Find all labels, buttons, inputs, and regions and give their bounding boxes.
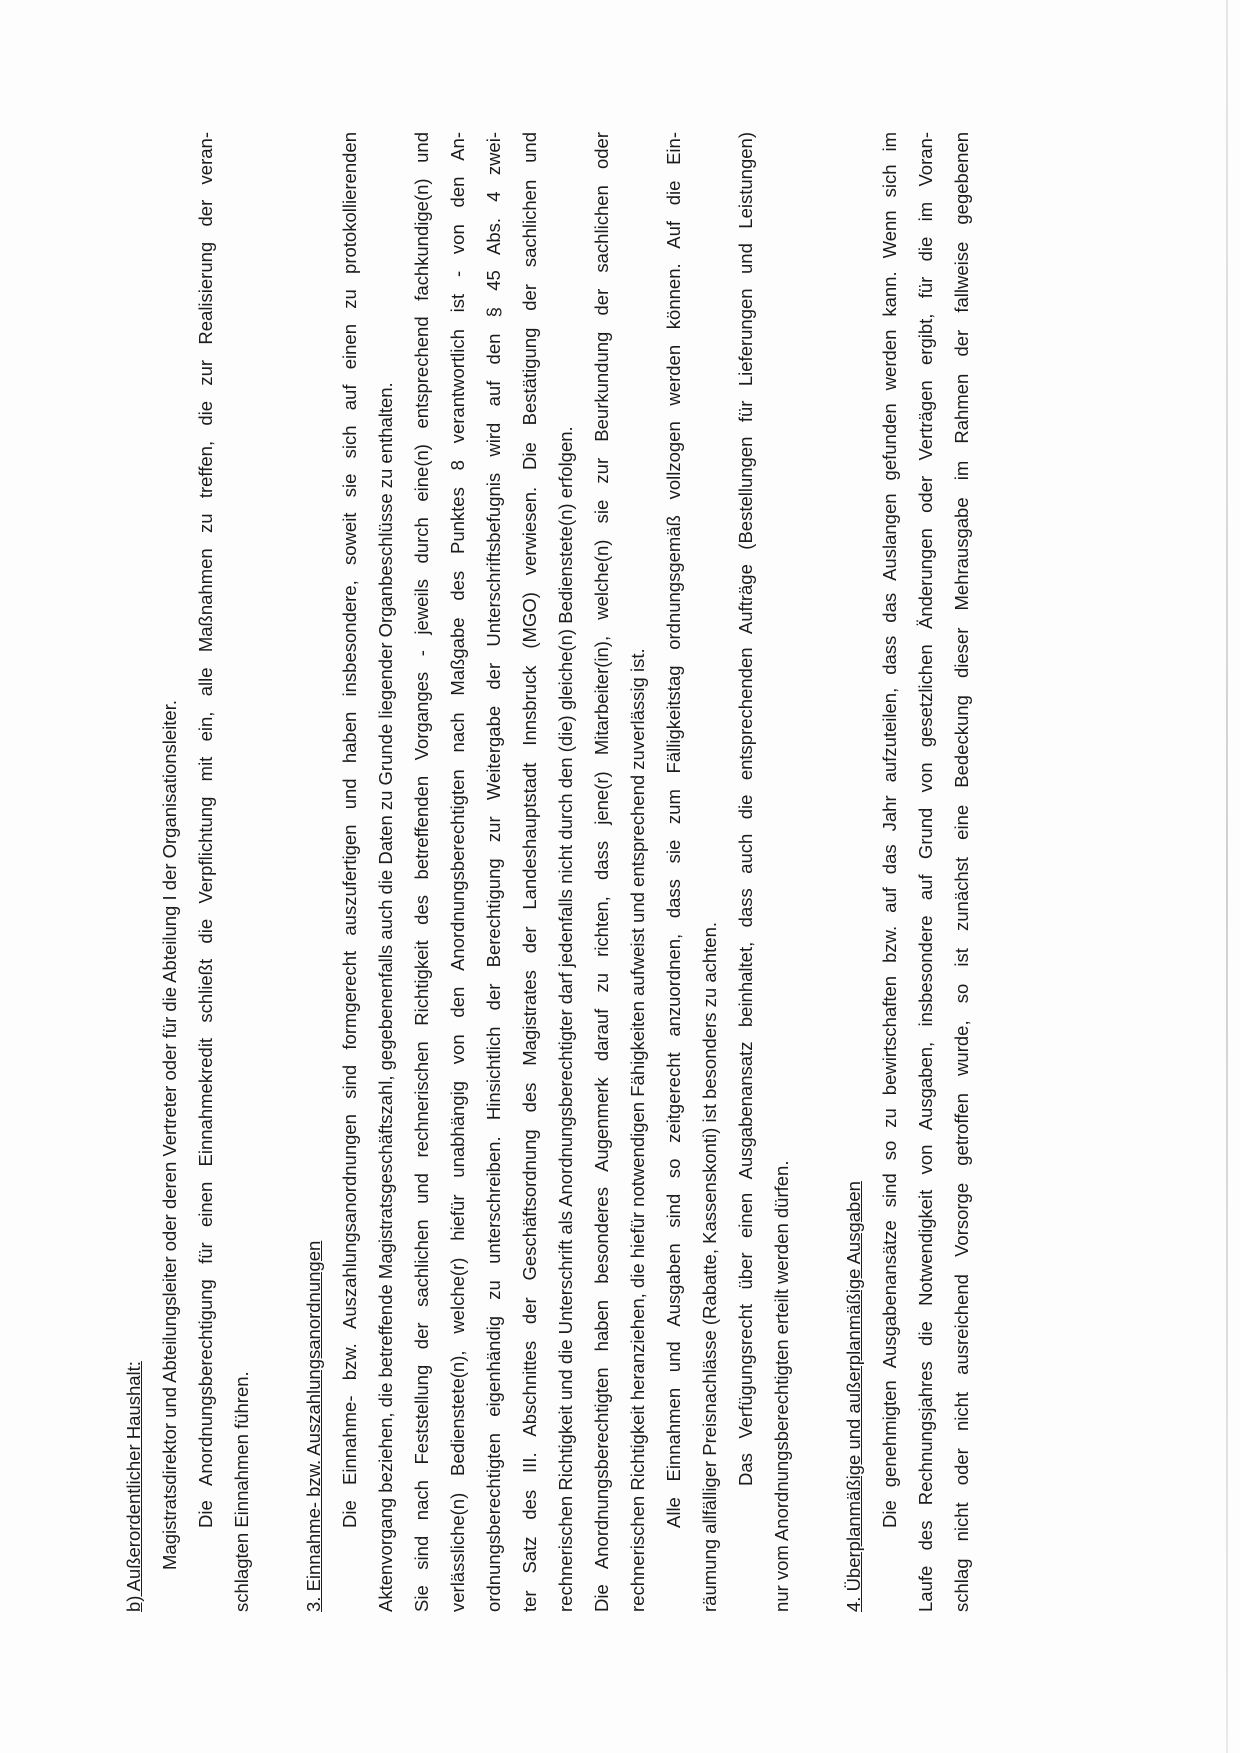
section3-line: Die Anordnungsberechtigten haben besonderes Augenmerk darauf zu richten, dass jene(r) Mitarbeiter(in), welche(n) sie zur Beurkundung der sachlichen oder: [591, 132, 612, 1612]
heading-section-3: 3. Einnahme- bzw. Auszahlungsanordnungen: [303, 1240, 324, 1612]
rotated-document-body: [116, 132, 1076, 1612]
section3-line: rechnerischen Richtigkeit heranziehen, die hiefür notwendigen Fähigkeiten aufweist und entsprechend zuverlässig ist.: [627, 648, 648, 1612]
section3-line: verlässliche(n) Bedienstete(n), welche(r) hiefür unabhängig von den Anordnungsberechtigten nach Maßgabe des Punktes 8 verantwortlich ist - von den An-: [447, 132, 468, 1612]
section3-line: Das Verfügungsrecht über einen Ausgabenansatz beinhaltet, dass auch die entsprechenden Aufträge (Bestellungen für Lieferungen und Leistungen): [735, 132, 756, 1486]
section4-line: Die genehmigten Ausgabenansätze sind so zu bewirtschaften bzw. auf das Jahr aufzuteilen, dass das Auslangen gefunden werden kann. Wenn sich im: [879, 132, 900, 1528]
section4-line: schlag nicht oder nicht ausreichend Vorsorge getroffen wurde, so ist zunächst eine Bedeckung dieser Mehrausgabe im Rahmen der fallweise gegebenen: [951, 132, 972, 1612]
heading-ausserordentlicher-haushalt: b) Außerordentlicher Haushalt:: [123, 1361, 144, 1612]
section3-line: Aktenvorgang beziehen, die betreffende Magistratsgeschäftszahl, gegebenenfalls auch die Daten zu Grunde liegender Organbeschlüsse zu enthalten.: [375, 382, 396, 1612]
paragraph-b2-line1: Die Anordnungsberechtigung für einen Einnahmekredit schließt die Verpflichtung mit ein, alle Maßnahmen zu treffen, die zur Realisierung der veran-: [195, 132, 216, 1528]
section3-line: Sie sind nach Feststellung der sachlichen und rechnerischen Richtigkeit des betreffenden Vorganges - jeweils durch eine(n) entsprechend fachkundige(n) und: [411, 132, 432, 1612]
section3-line: nur vom Anordnungsberechtigten erteilt werden dürfen.: [771, 1160, 792, 1612]
scan-edge-mark: [1226, 0, 1228, 1753]
heading-section-4: 4. Überplanmäßige und außerplanmäßige Ausgaben: [843, 1181, 864, 1612]
section4-line: Laufe des Rechnungsjahres die Notwendigkeit von Ausgaben, insbesondere auf Grund von gesetzlichen Änderungen oder Verträgen ergibt, für die im Voran-: [915, 132, 936, 1612]
section3-line: räumung allfälliger Preisnachlässe (Rabatte, Kassenskonti) ist besonders zu achten.: [699, 921, 720, 1612]
paragraph-b2-line2: schlagten Einnahmen führen.: [231, 1371, 252, 1612]
section3-line: rechnerischen Richtigkeit und die Unterschrift als Anordnungsberechtigter darf jedenfalls nicht durch den (die) gleiche(n) Bedienstete(n) erfolgen.: [555, 426, 576, 1612]
paragraph-b1: Magistratsdirektor und Abteilungsleiter oder deren Vertreter oder für die Abteilung I der Organisationsleiter.: [159, 700, 180, 1570]
section3-line: ordnungsberechtigten eigenhändig zu unterschreiben. Hinsichtlich der Berechtigung zur Weitergabe der Unterschriftsbefugnis wird auf den § 45 Abs. 4 zwei-: [483, 132, 504, 1612]
section3-line: Alle Einnahmen und Ausgaben sind so zeitgerecht anzuordnen, dass sie zum Fälligkeitstag ordnungsgemäß vollzogen werden können. Auf die Ein-: [663, 132, 684, 1528]
section3-line: ter Satz des III. Abschnittes der Geschäftsordnung des Magistrates der Landeshauptstadt Innsbruck (MGO) verwiesen. Die Bestätigung der sachlichen und: [519, 132, 540, 1612]
section3-line: Die Einnahme- bzw. Auszahlungsanordnungen sind formgerecht auszufertigen und haben insbesondere, soweit sie sich auf einen zu protokollierenden: [339, 132, 360, 1528]
